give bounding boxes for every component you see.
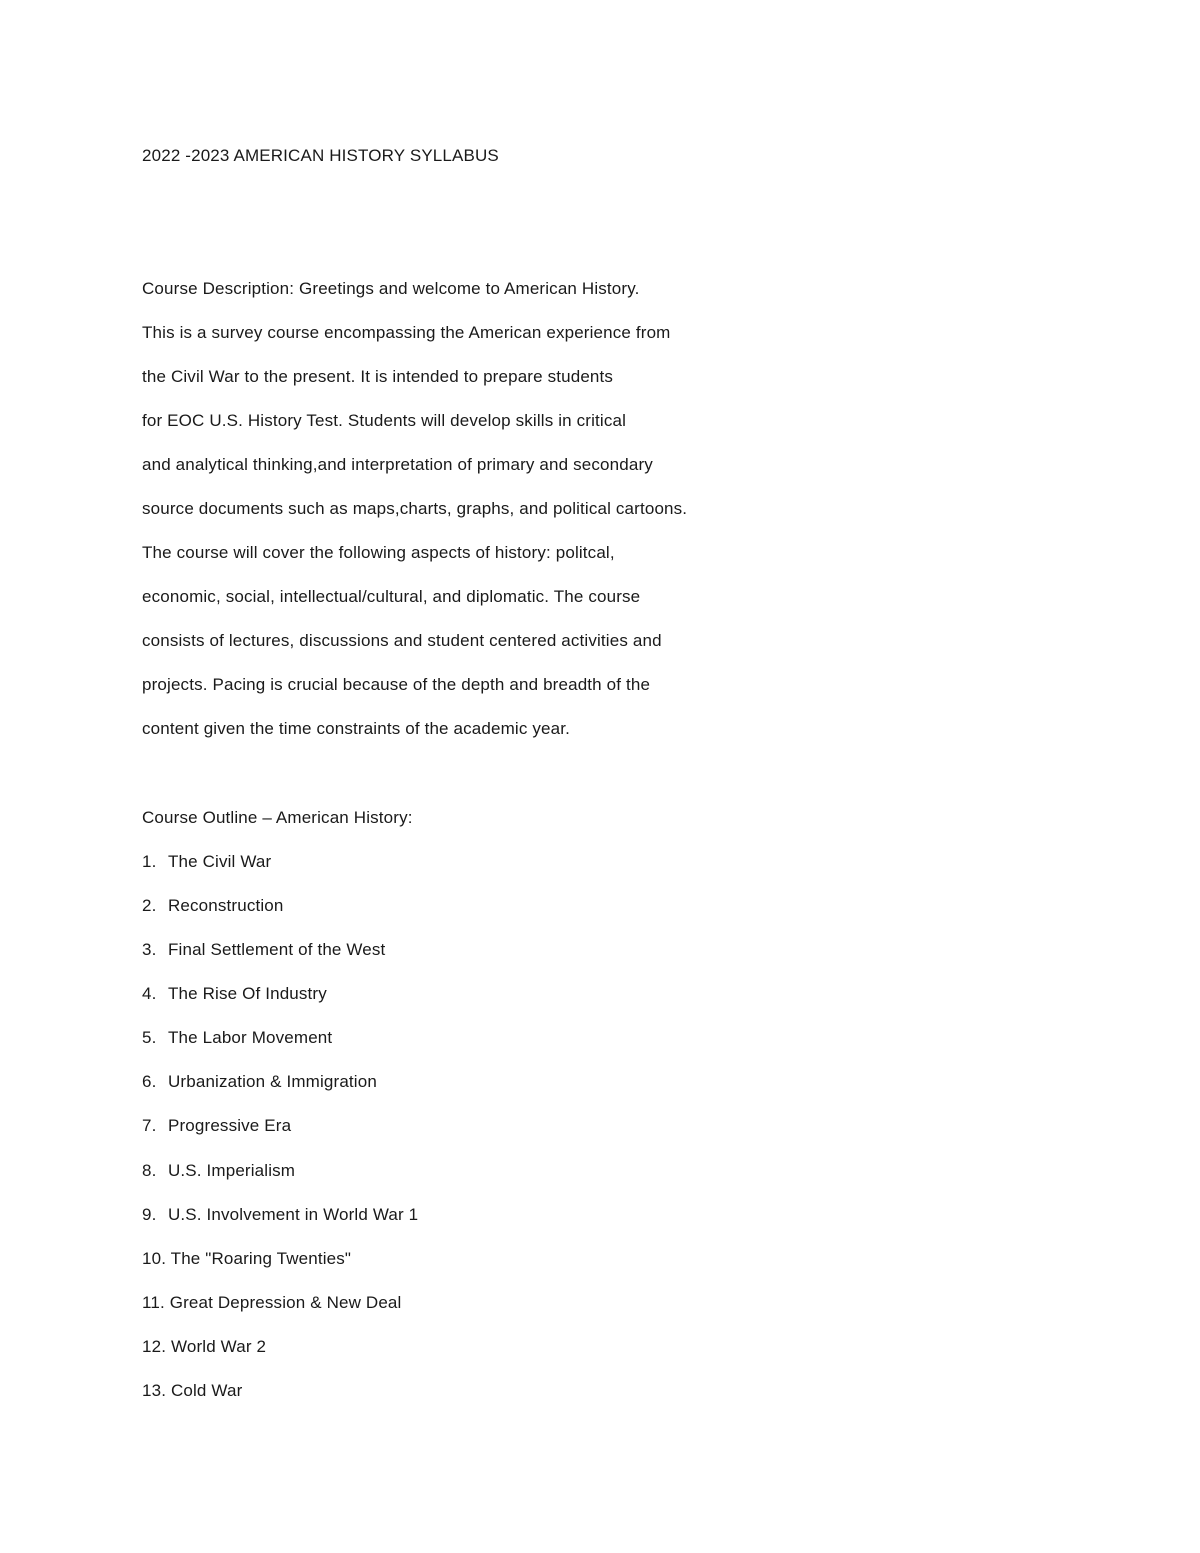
outline-item-number: 10. — [142, 1249, 167, 1268]
outline-item-number: 13. — [142, 1381, 167, 1400]
outline-item — [142, 940, 385, 960]
outline-item — [142, 896, 284, 916]
outline-item — [142, 1161, 295, 1181]
outline-item-number: 8. — [142, 1161, 157, 1180]
outline-item — [142, 1205, 418, 1225]
outline-item-text: The Labor Movement — [168, 1028, 333, 1047]
outline-item-text: Urbanization & Immigration — [168, 1072, 377, 1091]
outline-item — [142, 1116, 291, 1136]
outline-heading: Course Outline – American History: — [142, 808, 413, 827]
outline-item-number: 3. — [142, 940, 157, 959]
document-title: 2022 -2023 AMERICAN HISTORY SYLLABUS — [142, 146, 499, 165]
outline-item-text: Final Settlement of the West — [168, 940, 386, 959]
description-line: economic, social, intellectual/cultural, and diplomatic. The course — [142, 587, 641, 606]
outline-item-number: 11. — [142, 1293, 165, 1312]
description-line: projects. Pacing is crucial because of the depth and breadth of the — [142, 675, 651, 694]
outline-item-number: 1. — [142, 852, 157, 871]
outline-item — [142, 852, 271, 872]
outline-item — [142, 1293, 401, 1313]
outline-item-number: 5. — [142, 1028, 157, 1047]
outline-item-number: 2. — [142, 896, 157, 915]
outline-item-text: Progressive Era — [168, 1116, 292, 1135]
description-line: content given the time constraints of the academic year. — [142, 719, 570, 738]
description-line: and analytical thinking,and interpretation of primary and secondary — [142, 455, 653, 474]
outline-item — [142, 1072, 377, 1092]
description-line: consists of lectures, discussions and student centered activities and — [142, 631, 662, 650]
description-line: Course Description: Greetings and welcome to American History. — [142, 279, 640, 298]
outline-item-number: 6. — [142, 1072, 157, 1091]
description-line: the Civil War to the present. It is intended to prepare students — [142, 367, 614, 386]
outline-item-text: World War 2 — [170, 1337, 267, 1356]
outline-item-text: The Civil War — [168, 852, 272, 871]
outline-item-text: The "Roaring Twenties" — [170, 1249, 352, 1268]
outline-item-text: Great Depression & New Deal — [169, 1293, 402, 1312]
outline-item-text: U.S. Imperialism — [168, 1161, 296, 1180]
outline-item-number: 7. — [142, 1116, 157, 1135]
outline-item-number: 9. — [142, 1205, 157, 1224]
outline-item — [142, 984, 327, 1004]
description-line: for EOC U.S. History Test. Students will develop skills in critical — [142, 411, 626, 430]
outline-item-number: 4. — [142, 984, 157, 1003]
outline-item-text: Cold War — [170, 1381, 243, 1400]
outline-item — [142, 1028, 332, 1048]
outline-item — [142, 1249, 351, 1269]
outline-item-text: The Rise Of Industry — [168, 984, 327, 1003]
description-line: The course will cover the following aspects of history: politcal, — [142, 543, 615, 562]
description-line: source documents such as maps,charts, graphs, and political cartoons. — [142, 499, 688, 518]
description-line: This is a survey course encompassing the American experience from — [142, 323, 671, 342]
outline-item-text: Reconstruction — [168, 896, 284, 915]
outline-item — [142, 1381, 242, 1401]
outline-item — [142, 1337, 266, 1357]
outline-item-text: U.S. Involvement in World War 1 — [168, 1205, 419, 1224]
outline-item-number: 12. — [142, 1337, 167, 1356]
